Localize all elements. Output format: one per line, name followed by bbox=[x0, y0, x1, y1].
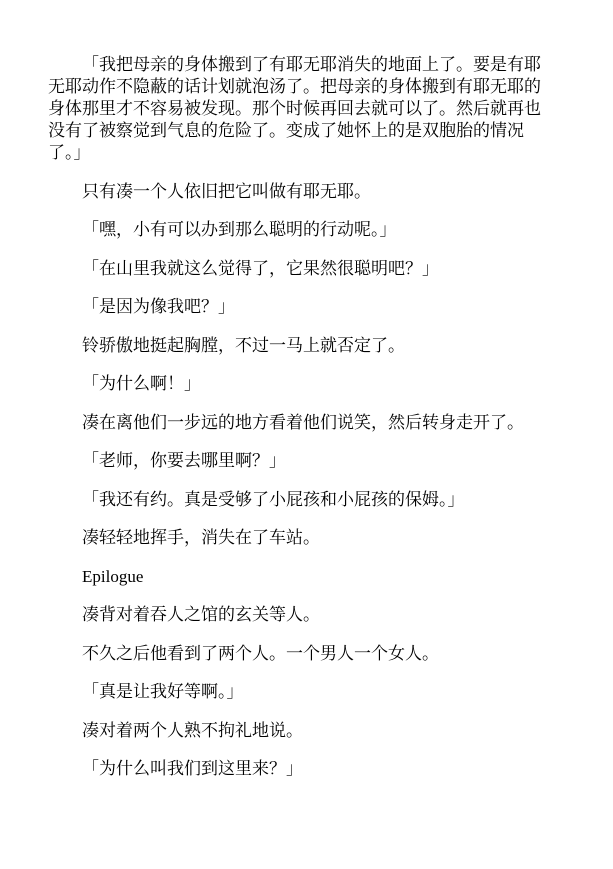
paragraph: 凑轻轻地挥手，消失在了车站。 bbox=[82, 528, 320, 547]
paragraph: 「我还有约。真是受够了小屁孩和小屁孩的保姆。」 bbox=[82, 489, 465, 509]
paragraph: 凑在离他们一步远的地方看着他们说笑，然后转身走开了。 bbox=[82, 412, 524, 432]
section-heading: Epilogue bbox=[82, 566, 144, 586]
paragraph: 铃骄傲地挺起胸膛，不过一马上就否定了。 bbox=[82, 335, 405, 355]
paragraph: 「真是让我好等啊。」 bbox=[82, 682, 244, 701]
paragraph: 「在山里我就这么觉得了，它果然很聪明吧？」 bbox=[82, 258, 439, 278]
paragraph: 「老师，你要去哪里啊？」 bbox=[82, 451, 286, 470]
paragraph: 「为什么啊！」 bbox=[82, 374, 201, 393]
paragraph: 「嘿，小有可以办到那么聪明的行动呢。」 bbox=[82, 220, 397, 239]
paragraph: 凑对着两个人熟不拘礼地说。 bbox=[82, 720, 303, 740]
paragraph: 「为什么叫我们到这里来？」 bbox=[82, 759, 303, 778]
paragraph: 只有凑一个人依旧把它叫做有耶无耶。 bbox=[82, 181, 371, 201]
paragraph: 凑背对着吞人之馆的玄关等人。 bbox=[82, 605, 320, 624]
paragraph: 「是因为像我吧？」 bbox=[82, 297, 235, 316]
paragraph: 「我把母亲的身体搬到了有耶无耶消失的地面上了。要是有耶无耶动作不隐蔽的话计划就泡汤了。把母亲的身体搬到有耶无耶的身体那里才不容易被发现。那个时候再回去就可以了。然后就再也没有了被察觉到气息的危险了。变成了她怀上的是双胞胎的情况了。」 bbox=[48, 55, 541, 162]
paragraph: 不久之后他看到了两个人。一个男人一个女人。 bbox=[82, 643, 439, 663]
